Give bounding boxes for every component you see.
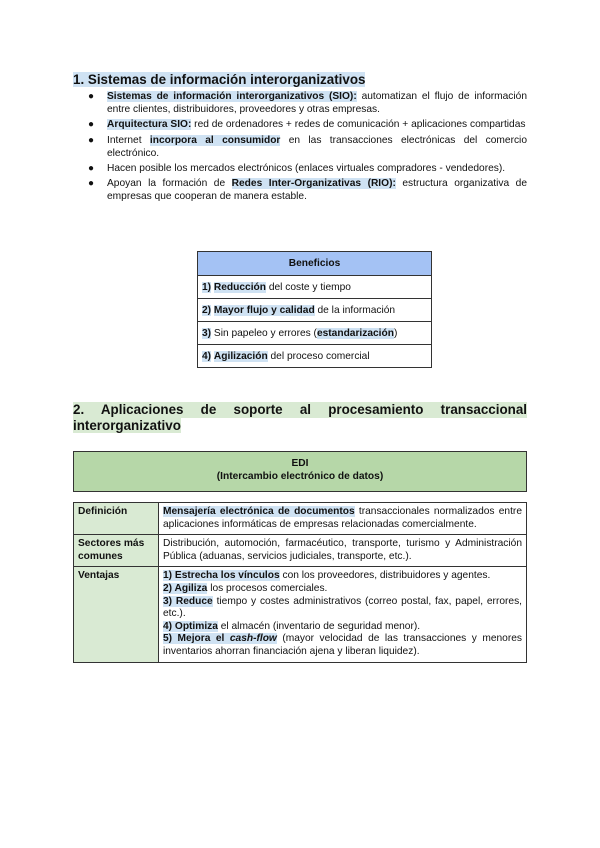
- edi-title-box: EDI (Intercambio electrónico de datos): [73, 451, 527, 492]
- definition-content: Mensajería electrónica de documentos transaccionales normalizados entre aplicaciones informáticas de empresas relacionadas comercialmente.: [159, 503, 527, 535]
- bullet-icon: ●: [88, 134, 95, 146]
- benefits-header: Beneficios: [198, 252, 432, 276]
- table-row: [74, 535, 527, 567]
- advantages-content: 1) Estrecha los vínculos con los proveedores, distribuidores y agentes. 2) Agiliza los procesos comerciales. 3) Reduce tiempo y costes administrativos (correo postal, fax, papel, errores, etc.). 4) Optimiza el almacén (inventario de seguridad menor). 5) Mejora el cash-flow (mayor velocidad de las transacciones y menores inventarios ahorran financiación ajena y liberan liquidez).: [159, 567, 527, 662]
- table-row: 3) Sin papeleo y errores (estandarización): [198, 322, 432, 345]
- sio-bullet-list: [73, 90, 527, 206]
- list-item: ● Arquitectura SIO: red de ordenadores + redes de comunicación + aplicaciones compartidas: [88, 119, 526, 131]
- table-row: 1) Reducción del coste y tiempo: [198, 276, 432, 299]
- edi-table: [73, 502, 527, 663]
- advantages-label: Ventajas: [74, 567, 159, 662]
- bullet-icon: ●: [88, 91, 95, 102]
- bullet-icon: ●: [88, 178, 95, 190]
- sectors-content: Distribución, automoción, farmacéutico, transporte, turismo y Administración Pública (aduanas, servicios judiciales, transporte, etc.).: [159, 535, 527, 567]
- table-row: [74, 567, 527, 662]
- table-row: 4) Agilización del proceso comercial: [198, 345, 432, 368]
- bullet-icon: ●: [88, 163, 95, 175]
- section-1-heading: 1. Sistemas de información interorganizativos: [73, 72, 366, 87]
- list-item: ● Internet incorpora al consumidor en las transacciones electrónicas del comercio electrónico.: [88, 134, 527, 159]
- benefits-table: [197, 251, 432, 368]
- list-item: ● Sistemas de información interorganizativos (SIO): automatizan el flujo de información entre clientes, distribuidores, proveedores y otras empresas.: [88, 91, 527, 116]
- section-2-heading: 2. Aplicaciones de soporte al procesamiento transaccional interorganizativo: [73, 402, 527, 433]
- table-row: 2) Mayor flujo y calidad de la información: [198, 299, 432, 322]
- table-row: [74, 503, 527, 535]
- list-item: ● Hacen posible los mercados electrónicos (enlaces virtuales compradores - vendedores).: [88, 163, 506, 175]
- sectors-label: Sectores más comunes: [74, 535, 159, 567]
- bullet-icon: ●: [88, 119, 95, 131]
- list-item: ● Apoyan la formación de Redes Inter-Organizativas (RIO): estructura organizativa de empresas que cooperan de manera estable.: [88, 178, 527, 203]
- definition-label: Definición: [74, 503, 159, 535]
